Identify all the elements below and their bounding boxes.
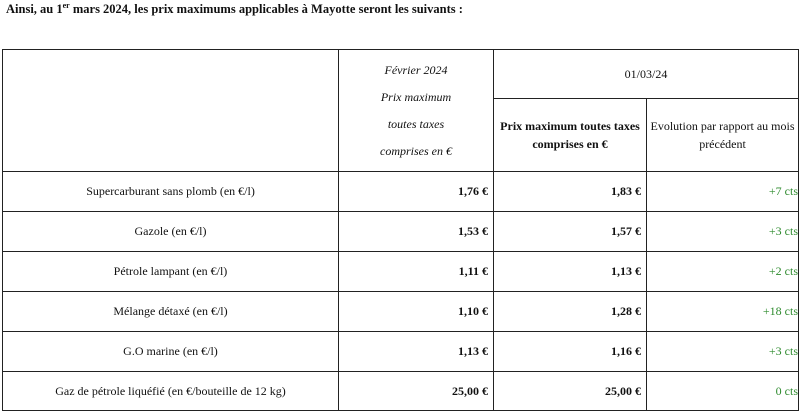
header-date: 01/03/24 <box>494 50 799 99</box>
header-feb-line2: Prix maximum <box>380 90 452 104</box>
header-feb-month: Février 2024 <box>384 63 448 77</box>
row-label: Gazole (en €/l) <box>3 212 339 252</box>
row-mar-price: 1,16 € <box>494 332 647 372</box>
row-label: Mélange détaxé (en €/l) <box>3 292 339 332</box>
header-feb-line3: toutes taxes <box>387 117 445 131</box>
row-mar-price: 1,57 € <box>494 212 647 252</box>
intro-before: Ainsi, au 1 <box>6 2 63 16</box>
row-mar-price: 1,83 € <box>494 172 647 212</box>
header-february-price <box>339 50 494 172</box>
header-evolution: Evolution par rapport au mois précédent <box>647 99 799 172</box>
fuel-price-table <box>2 49 799 411</box>
row-feb-price: 1,76 € <box>339 172 494 212</box>
row-mar-price: 1,13 € <box>494 252 647 292</box>
row-evolution: +3 cts <box>647 332 799 372</box>
row-evolution: 0 cts <box>647 372 799 411</box>
header-feb-line4: comprises en € <box>380 144 452 158</box>
row-feb-price: 25,00 € <box>339 372 494 411</box>
row-evolution: +2 cts <box>647 252 799 292</box>
table-row <box>3 172 799 212</box>
row-label: Supercarburant sans plomb (en €/l) <box>3 172 339 212</box>
table-row <box>3 372 799 411</box>
header-new-price: Prix maximum toutes taxes comprises en € <box>494 99 647 172</box>
table-row <box>3 212 799 252</box>
row-label: Gaz de pétrole liquéfié (en €/bouteille de 12 kg) <box>3 372 339 411</box>
row-label: G.O marine (en €/l) <box>3 332 339 372</box>
table-row <box>3 292 799 332</box>
row-mar-price: 1,28 € <box>494 292 647 332</box>
row-feb-price: 1,53 € <box>339 212 494 252</box>
intro-superscript: er <box>62 1 70 10</box>
row-evolution: +3 cts <box>647 212 799 252</box>
row-feb-price: 1,10 € <box>339 292 494 332</box>
table-row <box>3 252 799 292</box>
row-evolution: +7 cts <box>647 172 799 212</box>
row-mar-price: 25,00 € <box>494 372 647 411</box>
row-feb-price: 1,13 € <box>339 332 494 372</box>
table-row <box>3 332 799 372</box>
row-label: Pétrole lampant (en €/l) <box>3 252 339 292</box>
row-evolution: +18 cts <box>647 292 799 332</box>
intro-after: mars 2024, les prix maximums applicables à Mayotte seront les suivants : <box>69 2 463 16</box>
row-feb-price: 1,11 € <box>339 252 494 292</box>
intro-sentence <box>6 1 463 17</box>
header-empty-cell <box>3 50 339 172</box>
